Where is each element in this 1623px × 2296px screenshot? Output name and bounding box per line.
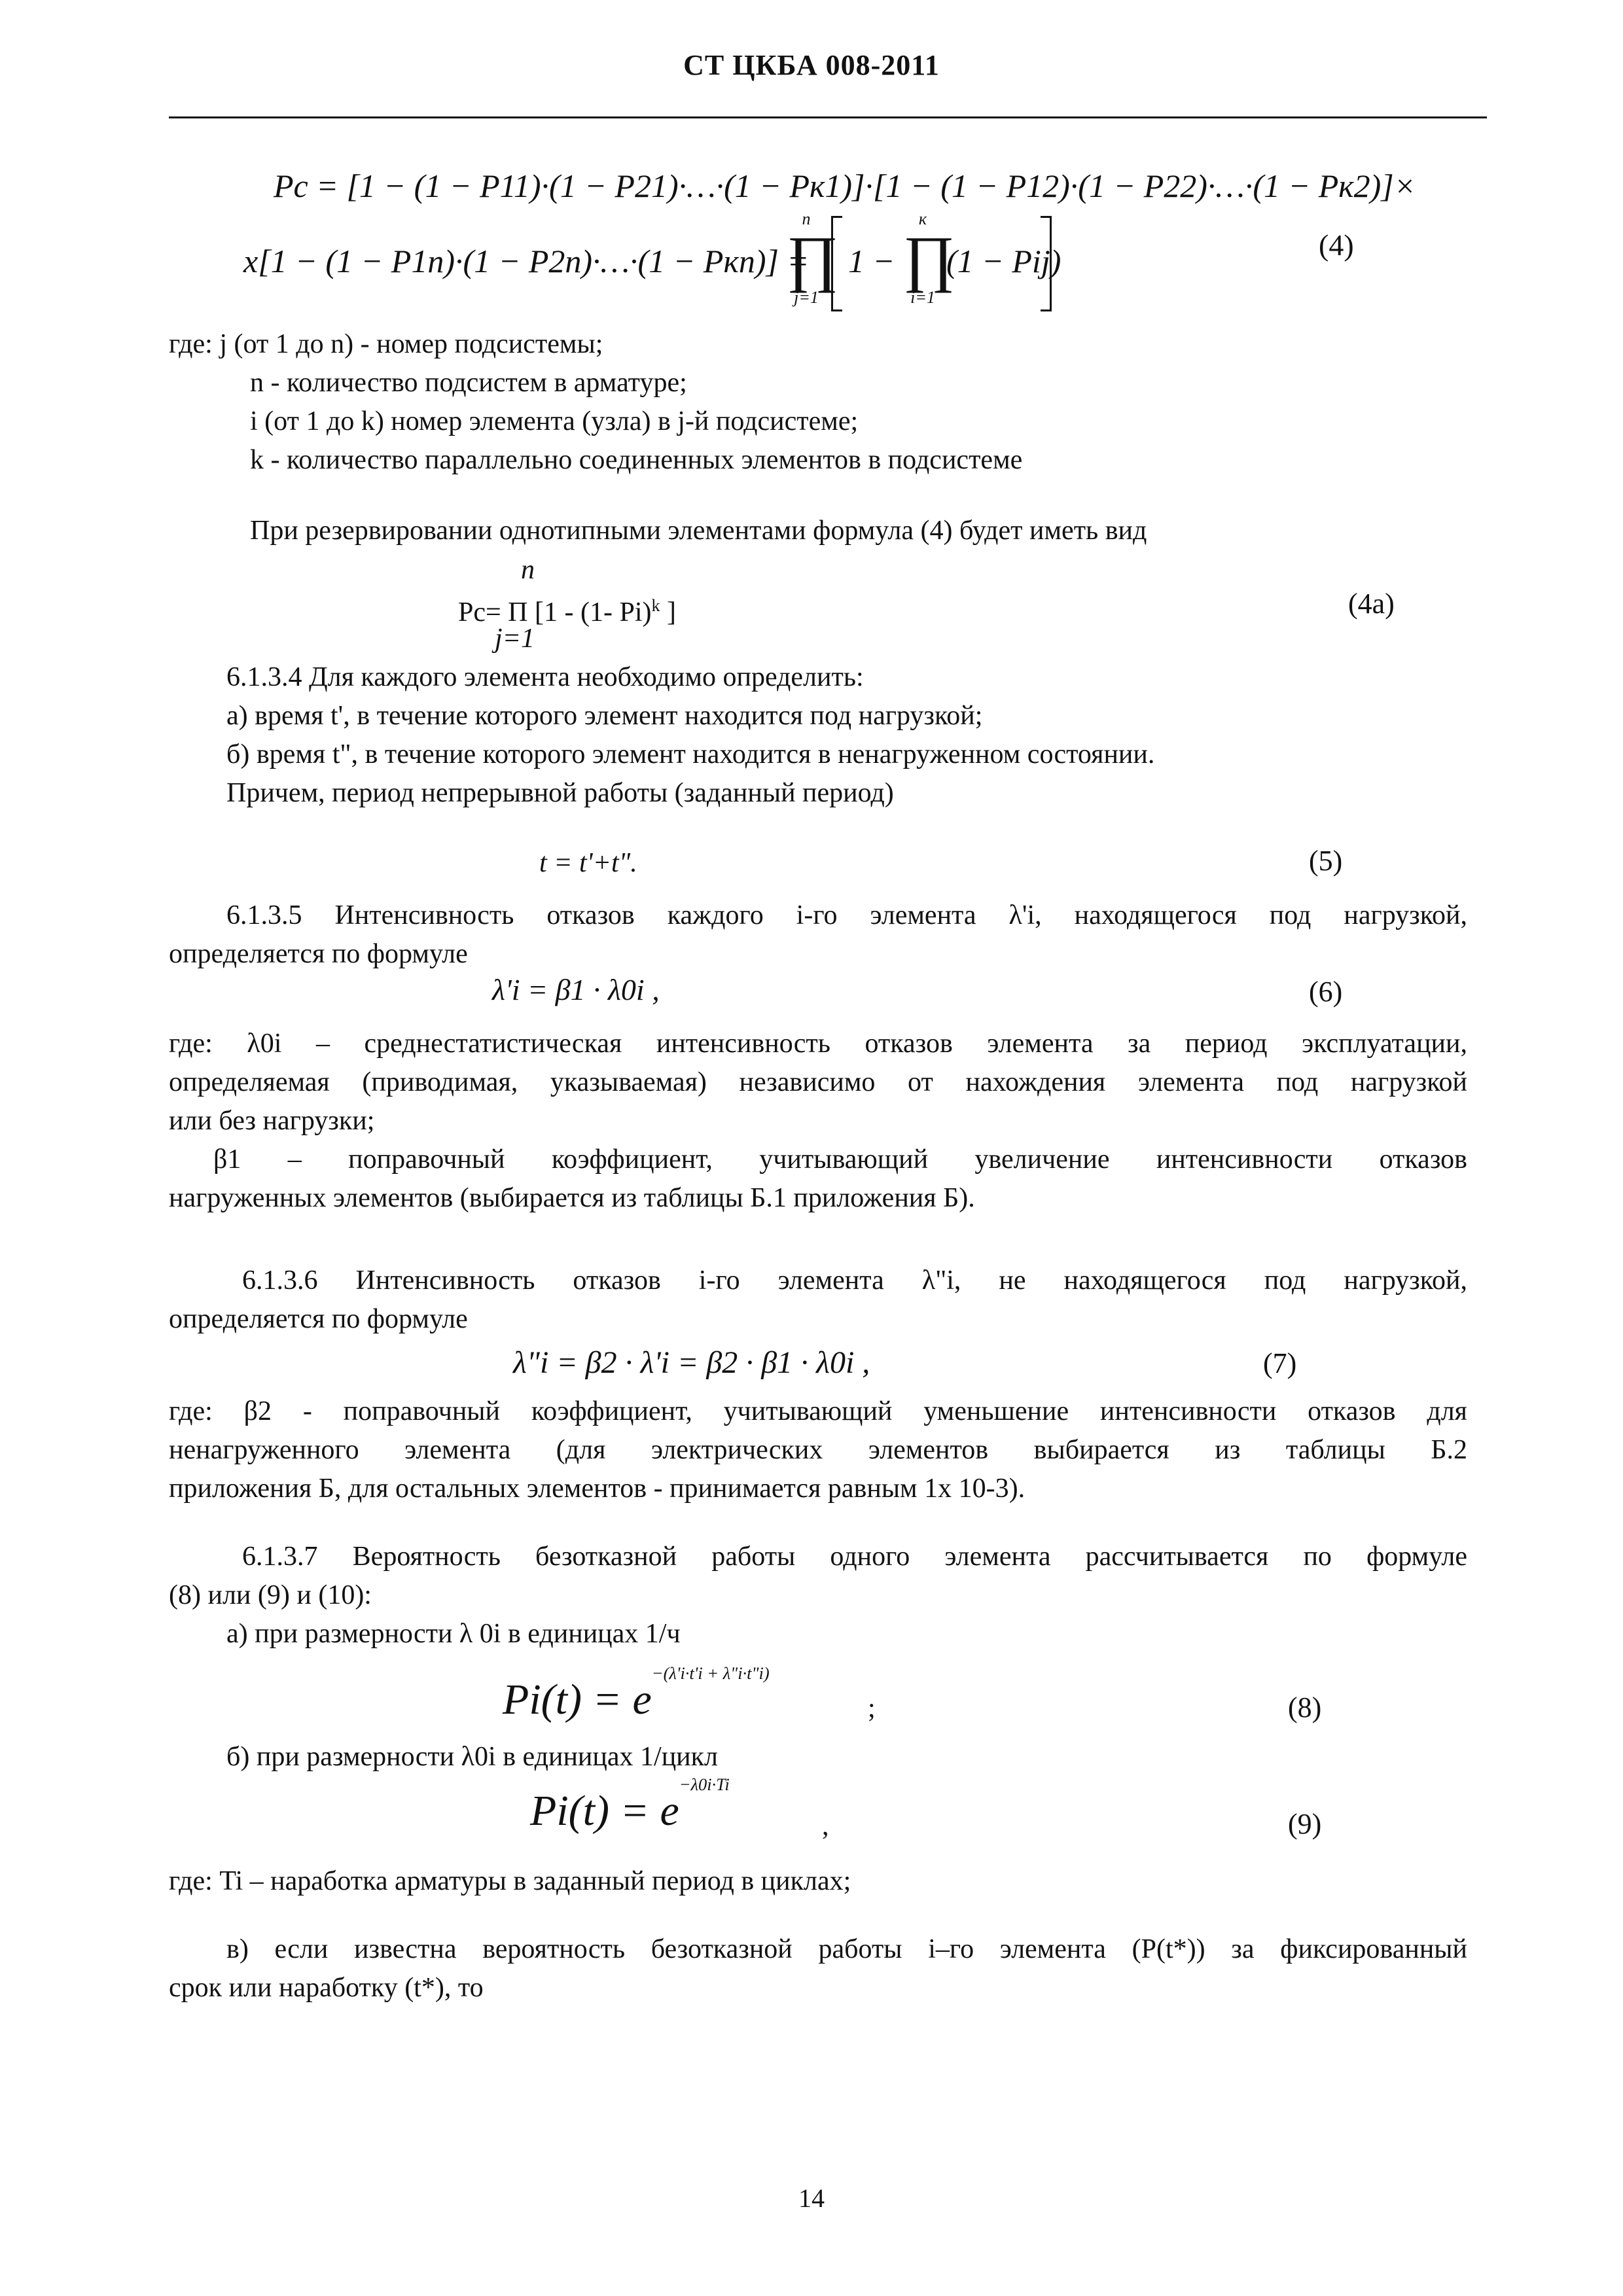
formula-4a-number: (4а) (1348, 588, 1395, 620)
formula-8-number: (8) (1288, 1691, 1322, 1723)
para-v-line-1: в) если известна вероятность безотказной работы i–го элемента (P(t*)) за фиксированный (226, 1934, 1467, 1964)
formula-4a-expr (458, 587, 676, 631)
header-rule (169, 116, 1487, 118)
formula-4-inner-prefix: 1 − (848, 243, 895, 279)
section-6134-line-3: б) время t", в течение которого элемент находится в ненагруженном состоянии. (226, 739, 1155, 769)
formula-4-line-1: Pc = [1 − (1 − P11)·(1 − P21)·…·(1 − Pк1)]·[1 − (1 − P12)·(1 − P22)·…·(1 − Pк2)]× (274, 168, 1416, 204)
section-6134-line-4: Причем, период непрерывной работы (заданный период) (226, 778, 894, 808)
formula-9-tail: , (822, 1811, 829, 1841)
prod-outer-upper: n (802, 209, 811, 228)
formula-8-lhs: Pi(t) = e (503, 1676, 652, 1723)
formula-5-number: (5) (1309, 845, 1343, 877)
document-header: СТ ЦКБА 008-2011 (683, 49, 940, 81)
formula-4a-close: ] (660, 597, 676, 627)
formula-5-expr: t = t'+t". (539, 848, 637, 878)
where-4-line-2: n - количество подсистем в арматуре; (250, 368, 687, 398)
prod-inner-symbol: ∏ (903, 223, 955, 293)
section-6134-line-1: 6.1.3.4 Для каждого элемента необходимо определить: (226, 662, 864, 692)
formula-4-left-bracket (831, 216, 842, 311)
section-6135-line-1: 6.1.3.5 Интенсивность отказов каждого i-го элемента λ'i, находящегося под нагрузкой, (226, 900, 1467, 930)
formula-4-right-bracket (1041, 216, 1052, 311)
where-4-line-4: k - количество параллельно соединенных элементов в подсистеме (250, 445, 1023, 475)
section-6134-line-2: а) время t', в течение которого элемент находится под нагрузкой; (226, 701, 983, 731)
prod-outer-symbol: ∏ (787, 223, 839, 293)
where-4-line-3: i (от 1 до k) номер элемента (узла) в j-й подсистеме; (250, 406, 859, 436)
where-7-line-1: где: β2 - поправочный коэффициент, учитывающий уменьшение интенсивности отказов для (169, 1396, 1467, 1426)
formula-4-inner-term: (1 − Pij) (946, 243, 1061, 279)
formula-4a-exp: k (651, 596, 660, 615)
formula-9-lhs: Pi(t) = e (530, 1787, 679, 1835)
where-6-line-2: определяемая (приводимая, указываемая) независимо от нахождения элемента под нагрузкой (169, 1067, 1467, 1097)
formula-4a-upper: n (521, 555, 535, 585)
where-4-line-1: где: j (от 1 до n) - номер подсистемы; (169, 329, 603, 359)
section-6137-line-2: (8) или (9) и (10): (169, 1580, 372, 1610)
where-6-line-4: β1 – поправочный коэффициент, учитывающий увеличение интенсивности отказов (213, 1144, 1467, 1174)
formula-4-prod-inner (903, 209, 955, 308)
formula-4-line-2-left: x[1 − (1 − P1n)·(1 − P2n)·…·(1 − Pкn)] = (243, 243, 810, 279)
section-6136-line-2: определяется по формуле (169, 1304, 468, 1334)
section-6137-line-3: а) при размерности λ 0i в единицах 1/ч (226, 1619, 681, 1649)
prod-inner-upper: к (918, 209, 927, 228)
formula-7-number: (7) (1263, 1347, 1297, 1379)
where-9: где: Ti – наработка арматуры в заданный период в циклах; (169, 1866, 851, 1896)
where-6-line-1: где: λ0i – среднестатистическая интенсивность отказов элемента за период эксплуатации, (169, 1029, 1467, 1059)
page-number: 14 (798, 2183, 825, 2213)
where-6-line-5: нагруженных элементов (выбирается из таблицы Б.1 приложения Б). (169, 1183, 975, 1213)
section-6137-line-1: 6.1.3.7 Вероятность безотказной работы одного элемента рассчитывается по формуле (242, 1542, 1467, 1572)
formula-8-tail: ; (868, 1693, 876, 1723)
formula-9-exp: −λ0i·Ti (679, 1775, 730, 1794)
formula-4-prod-outer (787, 209, 839, 308)
formula-6-number: (6) (1309, 976, 1343, 1008)
formula-6-expr: λ'i = β1 · λ0i , (492, 973, 660, 1006)
where-7-line-3: приложения Б, для остальных элементов - принимается равным 1х 10-3). (169, 1474, 1026, 1504)
prod-outer-lower: j=1 (794, 288, 819, 307)
section-6136-line-1: 6.1.3.6 Интенсивность отказов i-го элемента λ"i, не находящегося под нагрузкой, (242, 1265, 1467, 1296)
where-7-line-2: ненагруженного элемента (для электрических элементов выбирается из таблицы Б.2 (169, 1435, 1467, 1465)
formula-8-exp: −(λ'i·t'i + λ"i·t"i) (651, 1663, 770, 1683)
para-v-line-2: срок или наработку (t*), то (169, 1973, 484, 2003)
where-6-line-3: или без нагрузки; (169, 1106, 375, 1136)
formula-9-number: (9) (1288, 1808, 1322, 1840)
formula-4a-lower: j=1 (495, 624, 535, 654)
formula-4a-body: Pc= Π [1 - (1- Pi) (458, 597, 652, 627)
line-b: б) при размерности λ0i в единицах 1/цикл (226, 1742, 719, 1772)
formula-7-expr: λ"i = β2 · λ'i = β2 · β1 · λ0i , (513, 1345, 870, 1380)
prod-inner-lower: i=1 (910, 288, 935, 307)
section-6135-line-2: определяется по формуле (169, 939, 468, 969)
formula-4-number: (4) (1319, 228, 1354, 262)
para-4a-intro: При резервировании однотипными элементами формула (4) будет иметь вид (250, 516, 1147, 546)
